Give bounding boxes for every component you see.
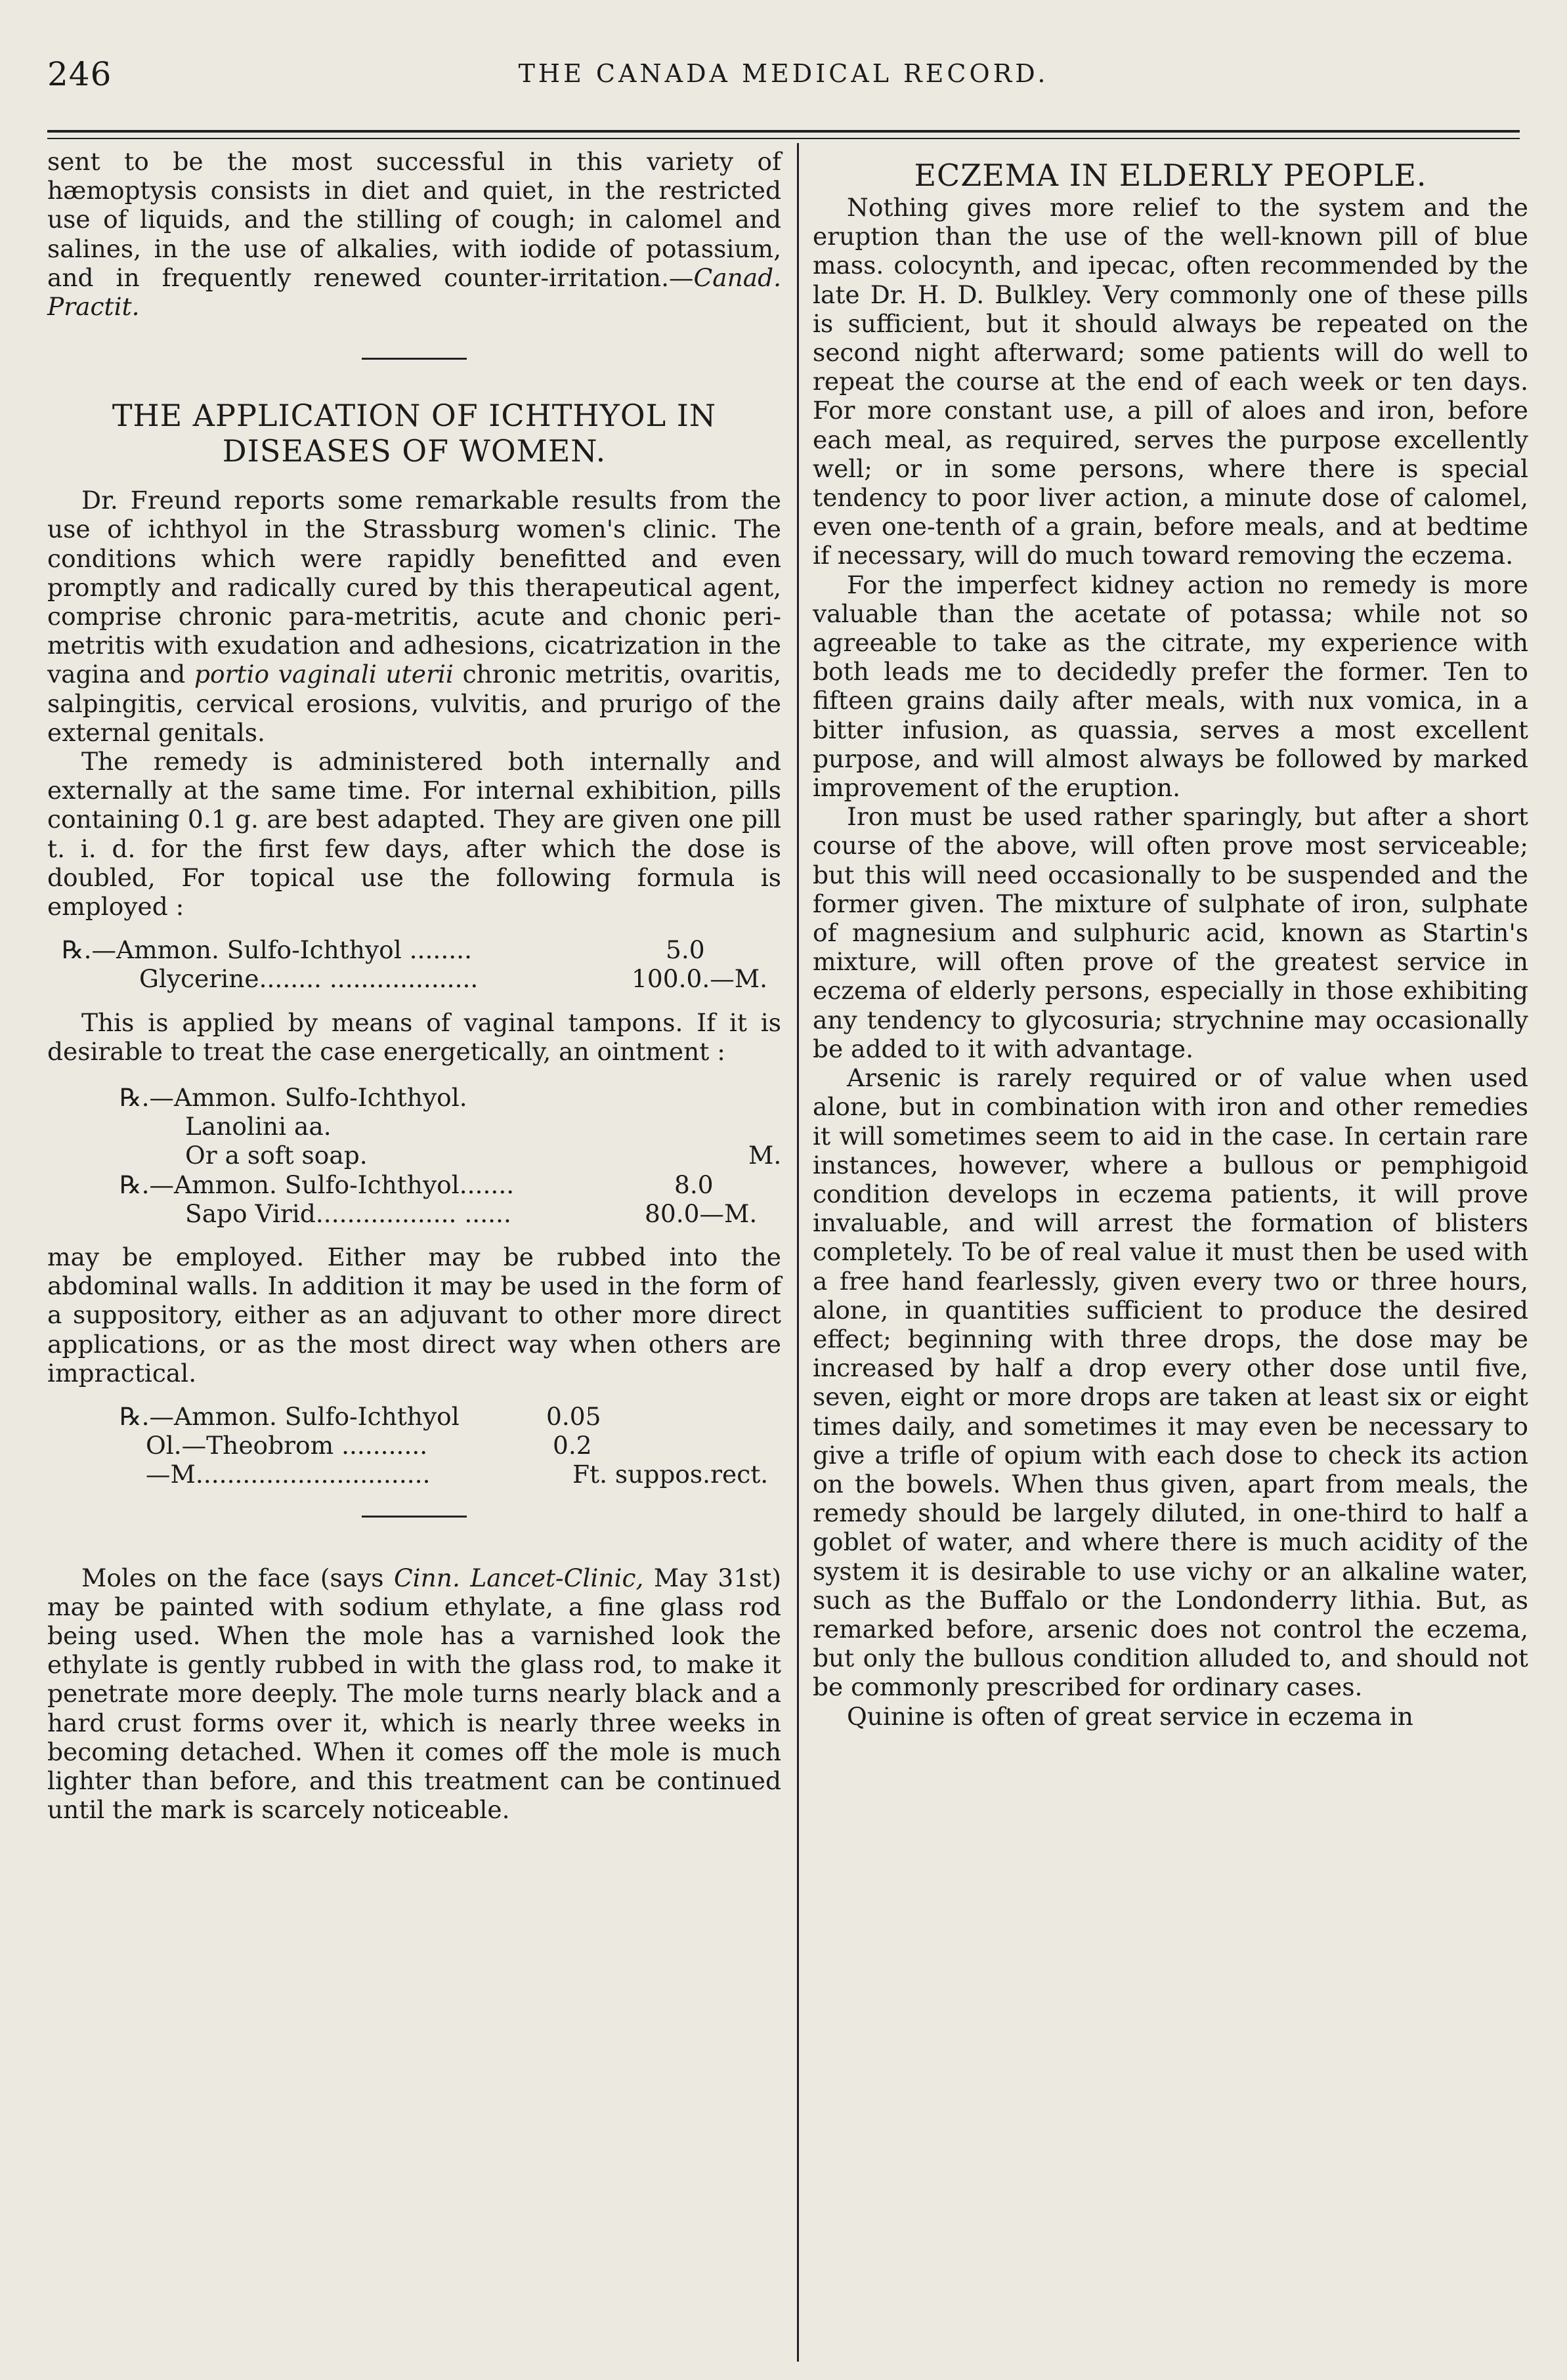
eczema-paragraph: Arsenic is rarely required or of value when used alone, but in combination with iron and other remedies it will sometimes seem to aid in the case. In certain rare instances, however, where a bullous or pemphigoid condition develops in eczema patients, it will prove invaluable, and will arrest the formation of blisters completely. To be of real value it must then be used with a free hand fearlessly, given every two or three hours, alone, in quantities sufficient to produce the desired effect; beginning with three drops, the dose may be increased by half a drop every other dose until five, seven, eight or more drops are taken at least six or eight times daily, and sometimes it may even be necessary to give a trifle of opium with each dose to check its action on the bowels. When thus given, apart from meals, the remedy should be largely diluted, in one-third to half a goblet of water, and where there is much acidity of the system it is desirable to use vichy or an alkaline water, such as the Buffalo or the Londonderry lithia. But, as remarked before, arsenic does not control the eczema, but only the bullous condition alluded to, and should not be commonly prescribed for ordinary cases. (813, 1063, 1528, 1702)
ichthyol-paragraph: may be employed. Either may be rubbed into the abdominal walls. In addition it may be used in the form of a suppository, either as an adjuvant to other more direct applications, or as the most direct way when others are impractical. (47, 1242, 781, 1388)
header-rule-bottom (47, 138, 1520, 139)
eczema-paragraph: Nothing gives more relief to the system and the eruption than the use of the well-known pill of blue mass. colocynth, and ipecac, often recommended by the late Dr. H. D. Bulkley. Very commonly one of these pills is sufficient, but it should always be repeated on the second night afterward; some patients will do well to repeat the course at the end of each week or ten days. For more constant use, a pill of aloes and iron, before each meal, as required, serves the purpose excellently well; or in some persons, where there is special tendency to poor liver action, a minute dose of calomel, even one-tenth of a grain, before meals, and at bedtime if necessary, will do much toward removing the eczema. (813, 193, 1528, 570)
formula-line: ℞.—Ammon. Sulfo-Ichthyol....... (119, 1170, 515, 1199)
formula-quantity: 80.0—M. (645, 1199, 758, 1228)
source-citation: Cinn. Lancet-Clinic, (393, 1563, 644, 1592)
ichthyol-paragraph: Dr. Freund reports some remarkable results from the use of ichthyol in the Strassburg women's clinic. The conditions which were rapidly benefitted and even promptly and radically cured by this therapeutical agent, comprise chronic para-metritis, acute and chonic peri-metritis with exudation and adhesions, cicatrization in the vagina and portio vaginali uterii chronic metritis, ovaritis, salpingitis, cervical erosions, vulvitis, and prurigo of the external genitals. (47, 486, 781, 747)
source-citation: Canad. Practit. (47, 263, 781, 322)
formula-line: Lanolini aa. (185, 1112, 332, 1141)
formula-quantity: 0.2 (553, 1431, 592, 1460)
formula-quantity: M. (748, 1141, 782, 1170)
eczema-paragraph: Iron must be used rather sparingly, but after a short course of the above, will often prove most serviceable; but this will need occasionally to be suspended and the former given. The mixture of sulphate of iron, sulphate of magnesium and sulphuric acid, known as Startin's mixture, will often prove of the greatest service in eczema of elderly persons, especially in those exhibiting any tendency to glycosuria; strychnine may occasionally be added to it with advantage. (813, 802, 1528, 1063)
formula-line: ℞.—Ammon. Sulfo-Ichthyol ........ (62, 935, 472, 965)
formula-quantity: 0.05 (546, 1402, 601, 1431)
ichthyol-article-title: THE APPLICATION OF ICHTHYOL IN DISEASES OF WOMEN. (112, 398, 717, 469)
formula-line: ℞.—Ammon. Sulfo-Ichthyol. (119, 1083, 467, 1113)
ichthyol-paragraph: The remedy is administered both internally and externally at the same time. For internal exhibition, pills containing 0.1 g. are best adapted. They are given one pill t. i. d. for the first few days, after which the dose is doubled, For topical use the following formula is employed : (47, 747, 781, 922)
right-column (813, 147, 1528, 1731)
ichthyol-paragraph: This is applied by means of vaginal tampons. If it is desirable to treat the case energetically, an ointment : (47, 1008, 781, 1066)
formula-quantity: 8.0 (674, 1170, 714, 1199)
column-divider (797, 143, 799, 2362)
eczema-article-title: ECZEMA IN ELDERLY PEOPLE. (914, 158, 1427, 193)
header-rule-top (47, 130, 1520, 133)
prescription-formula (47, 1083, 781, 1228)
formula-quantity: 5.0 (666, 935, 705, 965)
prescription-formula (47, 1402, 781, 1489)
formula-line: Glycerine........ ................... (139, 964, 479, 994)
eczema-paragraph: Quinine is often of great service in eczema in (847, 1701, 1413, 1731)
left-column (47, 147, 781, 1824)
eczema-paragraph: For the imperfect kidney action no remedy is more valuable than the acetate of potassa; while not so agreeable to take as the citrate, my experience with both leads me to decidedly prefer the former. Ten to fifteen grains daily after meals, with nux vomica, in a bitter infusion, as quassia, serves a most excellent purpose, and will almost always be followed by marked improvement of the eruption. (813, 570, 1528, 803)
formula-line: —M.............................. (146, 1460, 431, 1489)
formula-line: Or a soft soap. (185, 1141, 368, 1170)
prescription-formula (47, 935, 781, 993)
running-head (0, 51, 1567, 104)
formula-line: Ol.—Theobrom ........... (146, 1431, 428, 1460)
formula-quantity: Ft. suppos.rect. (572, 1460, 769, 1489)
formula-quantity: 100.0.—M. (632, 964, 768, 994)
moles-paragraph: Moles on the face (says Cinn. Lancet-Clinic, May 31st) may be painted with sodium ethylate, a fine glass rod being used. When the mole has a varnished look the ethylate is gently rubbed in with the glass rod, to make it penetrate more deeply. The mole turns nearly black and a hard crust forms over it, which is nearly three weeks in becoming detached. When it comes off the mole is much lighter than before, and this treatment can be continued until the mark is scarcely noticeable. (47, 1563, 781, 1825)
formula-line: ℞.—Ammon. Sulfo-Ichthyol (119, 1402, 460, 1431)
page-number: 246 (47, 55, 112, 93)
journal-title: THE CANADA MEDICAL RECORD. (518, 59, 1049, 88)
haemoptysis-paragraph: sent to be the most successful in this variety of hæmoptysis consists in diet and quiet, in the restricted use of liquids, and the stilling of cough; in calomel and salines, in the use of alkalies, with iodide of potassium, and in frequently renewed counter-irritation.—Canad. Practit. (47, 147, 781, 322)
formula-line: Sapo Virid.................. ...... (185, 1199, 511, 1228)
